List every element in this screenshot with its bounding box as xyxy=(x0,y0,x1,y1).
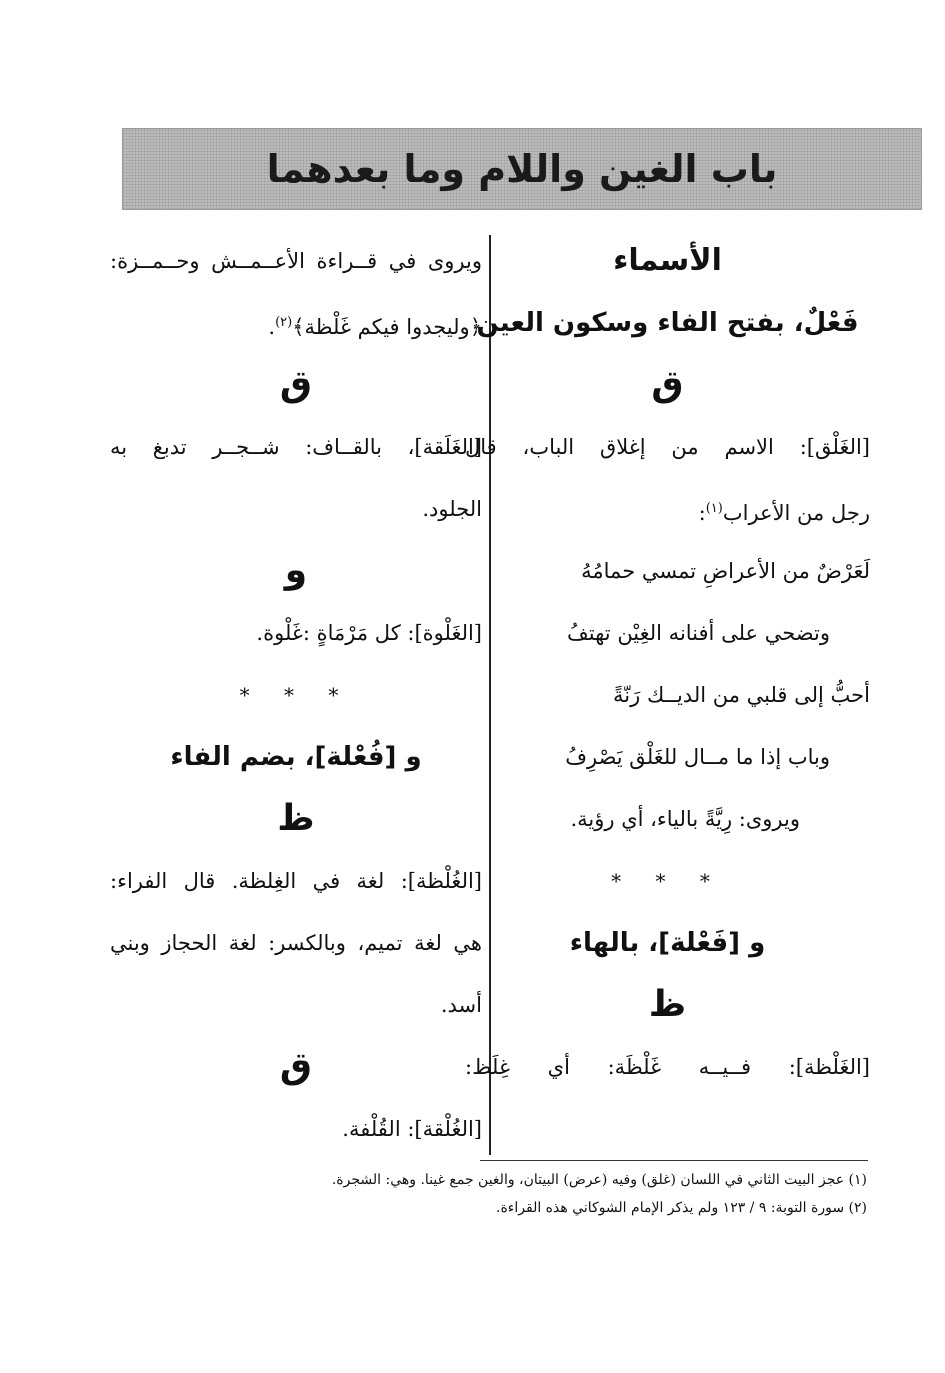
line-text: [الغَلْق]: الاسم من إغلاق الباب، قال xyxy=(465,435,870,459)
line-text: الجلود. xyxy=(422,497,482,521)
chapter-title: باب الغين واللام وما بعدهما xyxy=(266,147,778,191)
letter-heading xyxy=(110,540,482,602)
line-text: فَعْلٌ، بفتح الفاء وسكون العين xyxy=(476,308,859,338)
pattern-heading xyxy=(465,912,870,974)
text-line xyxy=(110,850,482,912)
text-line xyxy=(465,788,870,850)
line-text: أحبُّ إلى قلبي من الديــك رَنّةً xyxy=(613,683,870,707)
line-text: ﴿وليجدوا فيكم غَلْظة﴾ xyxy=(292,315,482,339)
line-text: هي لغة تميم، وبالكسر: لغة الحجاز وبني xyxy=(110,931,482,955)
letter-heading xyxy=(110,354,482,416)
line-tail: . xyxy=(268,315,276,339)
line-text: [الغُلْقة]: القُلْفة. xyxy=(342,1117,482,1141)
line-text: الأسماء xyxy=(613,243,722,278)
separator-stars xyxy=(465,850,870,912)
line-text: [الغَلْظة]: فــيــه غَلْظَة: أي غِلَظ: xyxy=(465,1055,870,1079)
text-line xyxy=(465,478,870,540)
separator-stars xyxy=(110,664,482,726)
line-text: أسد. xyxy=(440,993,482,1017)
verse-line xyxy=(465,726,870,788)
footnote-2: (٢) سورة التوبة: ٩ / ١٢٣ ولم يذكر الإمام الشوكاني هذه القراءة. xyxy=(496,1200,867,1216)
line-text: * * * xyxy=(239,683,353,707)
letter-heading xyxy=(465,354,870,416)
line-text: لَعَرْضٌ من الأعراضِ تمسي حمامُهُ xyxy=(581,559,870,583)
left-column xyxy=(110,230,482,1160)
text-line xyxy=(110,478,482,540)
text-line xyxy=(110,416,482,478)
letter-heading xyxy=(110,1036,482,1098)
pattern-heading xyxy=(465,292,870,354)
line-text: ظ xyxy=(277,798,315,839)
line-text: [الغَلَقة]، بالقــاف: شــجــر تدبغ به xyxy=(110,435,482,459)
chapter-header-bar xyxy=(122,128,922,210)
line-text: و xyxy=(284,550,308,591)
text-line xyxy=(465,540,870,602)
line-text: ويروى: رِيَّةً بالياء، أي رؤية. xyxy=(570,807,800,831)
line-text: وباب إذا ما مــال للغَلْق يَصْرِفُ xyxy=(565,745,830,769)
line-text: ظ xyxy=(648,984,687,1025)
line-text: ق xyxy=(651,364,684,405)
line-text: وتضحي على أفنانه الغِيْن تهتفُ xyxy=(567,621,830,645)
line-text: و [فُعْلة]، بضم الفاء xyxy=(170,742,422,772)
footnote-ref: (١) xyxy=(705,501,723,516)
line-text: [الغَلْوة]: كل مَرْمَاةٍ :غَلْوة. xyxy=(256,621,482,645)
footnote-1: (١) عجز البيت الثاني في اللسان (غلق) وفيه (عرض) البيتان، والغين جمع غينا. وهي: الشجرة. xyxy=(331,1172,867,1188)
pattern-heading xyxy=(110,726,482,788)
verse-line xyxy=(465,602,870,664)
line-text: * * * xyxy=(611,869,724,893)
text-line xyxy=(110,1098,482,1160)
text-line xyxy=(465,416,870,478)
line-text: و [فَعْلة]، بالهاء xyxy=(569,928,766,958)
line-text: ق xyxy=(279,1046,313,1087)
footnotes xyxy=(147,1166,867,1222)
line-tail: : xyxy=(698,501,706,525)
line-text: رجل من الأعراب xyxy=(722,501,870,525)
footnote-ref: (٢) xyxy=(275,315,293,330)
text-line xyxy=(110,974,482,1036)
text-line xyxy=(465,1036,870,1098)
line-text: [الغُلْظة]: لغة في الغِلظة. قال الفراء: xyxy=(110,869,482,893)
section-heading xyxy=(465,230,870,292)
text-line xyxy=(465,664,870,726)
text-line xyxy=(110,912,482,974)
line-text: ق xyxy=(279,364,313,405)
right-column xyxy=(465,230,870,1098)
footnote-rule xyxy=(480,1160,868,1161)
text-line xyxy=(110,602,482,664)
letter-heading xyxy=(465,974,870,1036)
letter-heading xyxy=(110,788,482,850)
line-text: ويروى في قــراءة الأعــمــش وحــمــزة: xyxy=(110,249,482,273)
text-line xyxy=(110,230,482,292)
text-line xyxy=(110,292,482,354)
